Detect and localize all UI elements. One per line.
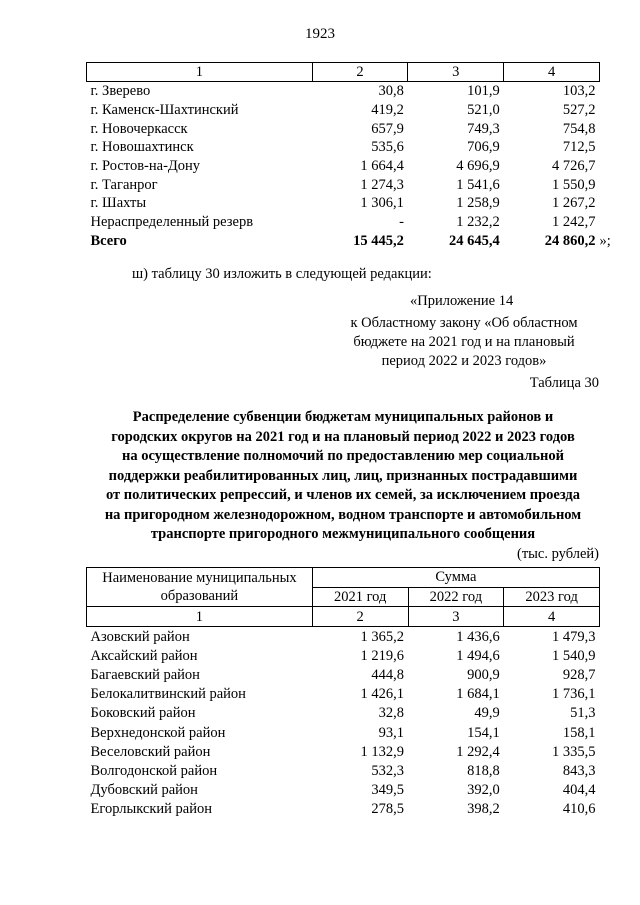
value-2022: 1 684,1 (456, 686, 500, 703)
value-2022: 521,0 (467, 102, 500, 119)
value-2023: 1 736,1 (552, 686, 596, 703)
row-name: Нераспределенный резерв (90, 214, 254, 231)
page-number: 1923 (305, 26, 335, 42)
value-2023: 1 550,9 (552, 176, 596, 193)
value-2021: 278,5 (371, 801, 405, 818)
value-2023: 712,5 (562, 139, 596, 156)
heading-line: на пригородном железнодорожном, водном транспорте и автомобильном (104, 506, 582, 523)
sum-header: Сумма (312, 568, 599, 588)
table-row (87, 723, 600, 742)
value-2023: 1 335,5 (552, 743, 596, 760)
column-number: 4 (504, 63, 600, 82)
appendix-reference (330, 314, 598, 371)
main-table (86, 567, 600, 819)
value-2023: 404,4 (562, 782, 596, 799)
heading-line: на осуществление полномочий по предоставлению мер социальной (122, 448, 564, 464)
table-row (87, 213, 600, 232)
value-2022: 4 696,9 (456, 158, 500, 175)
value-2021: 535,6 (371, 139, 404, 156)
table-header-row (87, 568, 600, 588)
row-name: Егорлыкский район (90, 801, 212, 818)
heading-line: поддержки реабилитированных лиц, лиц, признанных пострадавшими (108, 467, 578, 484)
column-number: 3 (408, 63, 504, 82)
value-2022: 1 436,6 (456, 628, 500, 645)
table-row (87, 175, 600, 194)
column-number: 2 (312, 63, 408, 82)
row-name: г. Новочеркасск (90, 120, 188, 137)
table-row (87, 101, 600, 120)
row-name: Белокалитвинский район (90, 686, 246, 703)
value-2023: 1 267,2 (552, 195, 596, 212)
value-2021: 1 664,4 (360, 158, 404, 175)
row-name: Волгодонской район (90, 762, 218, 779)
value-2021: 1 274,3 (360, 176, 404, 193)
value-2022: 1 292,4 (456, 743, 500, 760)
column-number-row (87, 607, 600, 627)
row-name: Боковский район (90, 705, 196, 722)
table-row (87, 800, 600, 819)
value-2021: 657,9 (371, 120, 404, 137)
year-header: 2023 год (504, 587, 600, 607)
column-number: 3 (408, 607, 504, 627)
value-2022: 900,9 (467, 667, 500, 684)
row-name: Дубовский район (90, 782, 198, 799)
value-2023: 1 540,9 (552, 647, 596, 664)
value-2021: 419,2 (371, 102, 404, 119)
closing-quote: »; (599, 232, 611, 249)
total-2023: 24 860,2 (544, 232, 596, 249)
table-row (87, 157, 600, 176)
heading-line: городских округов на 2021 год и на плановый период 2022 и 2023 годов (111, 428, 575, 445)
value-2022: 49,9 (474, 705, 500, 722)
value-2022: 392,0 (467, 782, 500, 799)
instruction-paragraph: ш) таблицу 30 изложить в следующей редакции: (132, 266, 432, 282)
row-name: Азовский район (90, 628, 190, 645)
value-2021: 349,5 (371, 782, 405, 799)
value-2022: 1 232,2 (456, 214, 500, 231)
value-2022: 101,9 (467, 83, 500, 100)
row-name: г. Шахты (90, 195, 147, 212)
value-2021: 1 219,6 (360, 647, 405, 664)
value-2021: 1 132,9 (360, 743, 405, 760)
appendix-line: бюджете на 2021 год и на плановый (353, 334, 575, 350)
heading-line: транспорте пригородного межмуниципального сообщения (150, 526, 536, 542)
row-name: г. Ростов-на-Дону (90, 158, 201, 175)
table-row (87, 685, 600, 704)
total-2022: 24 645,4 (448, 232, 500, 249)
value-2023: 754,8 (562, 120, 596, 137)
total-label: Всего (90, 232, 127, 249)
value-2021: 30,8 (378, 83, 404, 100)
value-2021: 1 365,2 (360, 628, 405, 645)
row-name: Веселовский район (90, 743, 211, 760)
value-2021: 32,8 (378, 705, 405, 722)
table-row (87, 781, 600, 800)
row-name: г. Каменск-Шахтинский (90, 102, 239, 119)
name-column-header (87, 568, 313, 607)
value-2021: - (399, 214, 404, 231)
value-2021: 1 306,1 (360, 195, 404, 212)
value-2022: 398,2 (467, 801, 500, 818)
value-2022: 706,9 (467, 139, 500, 156)
name-header-line: Наименование муниципальных (102, 570, 297, 587)
row-name: г. Таганрог (90, 176, 158, 193)
value-2022: 1 258,9 (456, 195, 500, 212)
total-2023-cell (504, 232, 611, 251)
value-2021: 532,3 (371, 762, 405, 779)
column-number: 1 (87, 63, 313, 82)
appendix-line: к Областному закону «Об областном (350, 315, 578, 331)
table-row (87, 761, 600, 780)
value-2023: 527,2 (562, 102, 596, 119)
heading-line: от политических репрессий, и членов их семей, за исключением проезда (105, 487, 580, 503)
value-2023: 1 479,3 (552, 628, 596, 645)
appendix-title: «Приложение 14 (410, 293, 514, 309)
table-heading (86, 408, 600, 545)
value-2022: 749,3 (467, 120, 500, 137)
appendix-line: период 2022 и 2023 годов» (381, 353, 547, 369)
row-name: г. Новошахтинск (90, 139, 194, 156)
value-2023: 158,1 (562, 724, 596, 741)
value-2023: 103,2 (562, 83, 596, 100)
value-2023: 928,7 (562, 667, 596, 684)
row-name: Аксайский район (90, 647, 198, 664)
row-name: Багаевский район (90, 667, 200, 684)
row-name: Верхнедонской район (90, 724, 226, 741)
value-2022: 818,8 (467, 762, 500, 779)
year-header: 2021 год (312, 587, 408, 607)
year-header: 2022 год (408, 587, 504, 607)
value-2021: 1 426,1 (360, 686, 405, 703)
total-row (87, 232, 600, 251)
table-row (87, 194, 600, 213)
table-label: Таблица 30 (529, 375, 599, 391)
value-2022: 1 541,6 (456, 176, 500, 193)
value-2023: 410,6 (562, 801, 596, 818)
column-number: 1 (87, 607, 313, 627)
value-2023: 51,3 (570, 705, 596, 722)
column-number: 4 (504, 607, 600, 627)
table-row (87, 742, 600, 761)
value-2023: 4 726,7 (552, 158, 596, 175)
row-name: г. Зверево (90, 83, 151, 100)
table-row (87, 704, 600, 723)
value-2022: 154,1 (467, 724, 500, 741)
table-row (87, 82, 600, 101)
name-header-line: образований (160, 588, 239, 605)
table-row (87, 119, 600, 138)
units-label: (тыс. рублей) (517, 546, 599, 562)
table-row (87, 646, 600, 665)
value-2022: 1 494,6 (456, 647, 500, 664)
total-2021: 15 445,2 (353, 232, 404, 249)
value-2023: 843,3 (562, 762, 596, 779)
column-number: 2 (312, 607, 408, 627)
table-row (87, 138, 600, 157)
heading-line: Распределение субвенции бюджетам муниципальных районов и (132, 409, 554, 425)
table-row (87, 665, 600, 684)
value-2021: 444,8 (371, 667, 405, 684)
value-2021: 93,1 (378, 724, 405, 741)
top-table (86, 62, 611, 250)
table-row (87, 627, 600, 647)
value-2023: 1 242,7 (552, 214, 596, 231)
table-header-row (87, 63, 600, 82)
